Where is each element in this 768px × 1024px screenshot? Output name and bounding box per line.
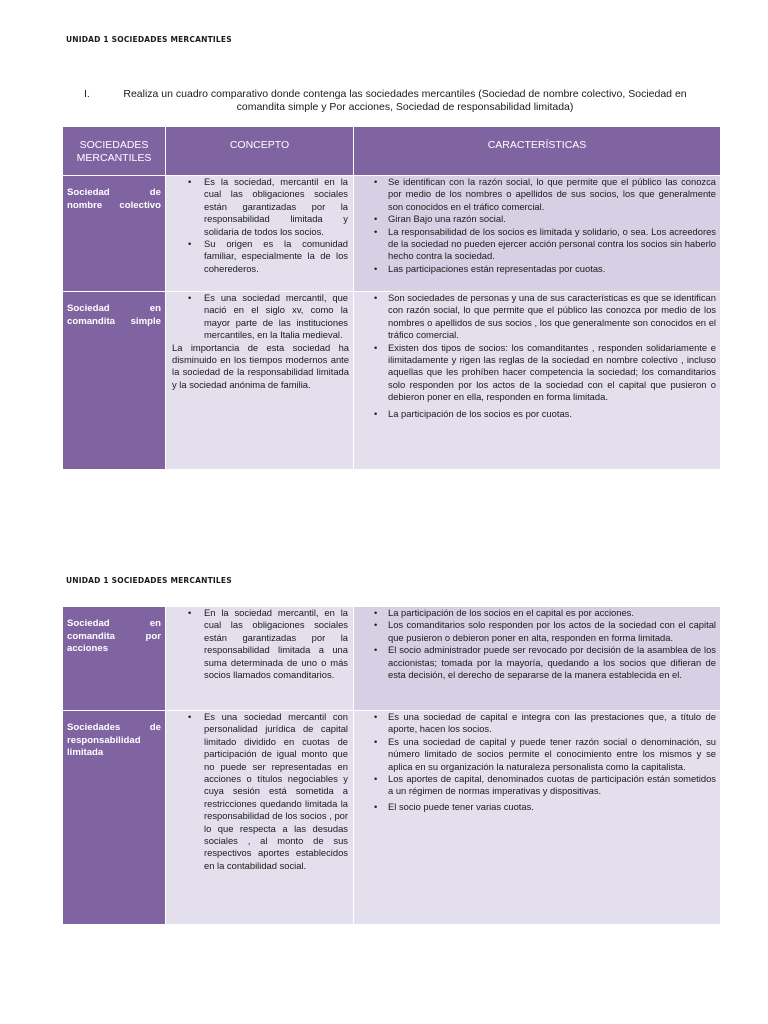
characteristics-cell <box>354 292 721 470</box>
characteristics-cell <box>354 176 721 292</box>
row-label: Sociedades de responsabilidad limitada <box>63 711 166 925</box>
characteristics-list <box>354 292 720 420</box>
table-row <box>63 607 721 711</box>
table-row <box>63 711 721 925</box>
list-item: • El socio puede tener varias cuotas. <box>354 801 720 813</box>
page-header: UNIDAD 1 SOCIEDADES MERCANTILES <box>66 35 232 44</box>
comparison-table-1 <box>62 126 721 470</box>
concept-cell <box>166 292 354 470</box>
comparison-table-2 <box>62 606 721 925</box>
list-item: • Es la sociedad, mercantil en la cual las obligaciones sociales están garantizadas por la responsabilidad limitada y solidaria de todos los socios. <box>166 176 353 238</box>
list-item: • Es una sociedad de capital e integra con las prestaciones que, a título de aporte, hacen los socios. <box>354 711 720 736</box>
characteristics-cell <box>354 607 721 711</box>
list-item: • Es una sociedad mercantil, que nació en el siglo xv, como la mayor parte de las instituciones mercantiles, en la Italia medieval. <box>166 292 353 342</box>
concept-paragraph: La importancia de esta sociedad ha disminuido en los tiempos modernos ante la sociedad de la responsabilidad limitada y la sociedad anónima de familia. <box>172 341 349 390</box>
column-header-sociedades: SOCIEDADES MERCANTILES <box>63 127 166 176</box>
row-label: Sociedad en comandita simple <box>63 292 166 470</box>
concept-cell <box>166 711 354 925</box>
list-item: • Su origen es la comunidad familiar, especialmente la de los coherederos. <box>166 238 353 275</box>
list-item: • Se identifican con la razón social, lo que permite que el público las conozca por medio de los nombres o apellidos de sus socios, los que generalmente son conocidos en el tráfico comercial. <box>354 176 720 213</box>
list-item: • Las participaciones están representadas por cuotas. <box>354 263 720 275</box>
column-header-concepto: CONCEPTO <box>166 127 354 176</box>
instruction-text: Realiza un cuadro comparativo donde contenga las sociedades mercantiles (Sociedad de nombre colectivo, Sociedad en comandita simple y Por acciones, Sociedad de responsabilidad limitada) <box>123 88 687 113</box>
characteristics-cell <box>354 711 721 925</box>
concept-list <box>166 711 353 872</box>
concept-cell <box>166 176 354 292</box>
instruction-number: I. <box>84 88 90 100</box>
characteristics-list <box>354 607 720 681</box>
table-row <box>63 292 721 470</box>
list-item: • Es una sociedad mercantil con personalidad jurídica de capital limitado dividido en cuotas de participación de igual monto que no puede ser representadas en acciones o títulos negociables y cuya sesión está sometida a restricciones quedando limitada la responsabilidad de los socios , por lo que respecta a las desudas sociales , al monto de sus respectivos aportes establecidos en la contabilidad social. <box>166 711 353 872</box>
list-item: • Son sociedades de personas y una de sus características es que se identifican con razón social, lo que permite que el público las conozca por medio de los nombres o apellidos de sus socios , los que generalmente son conocidos en el tráfico comercial. <box>354 292 720 342</box>
characteristics-list <box>354 176 720 275</box>
list-item: • En la sociedad mercantil, en la cual las obligaciones sociales están garantizadas por la responsabilidad limitada a una suma determinada de uno o más socios llamados comanditarios. <box>166 607 353 681</box>
row-label: Sociedad en comandita por acciones <box>63 607 166 711</box>
concept-list <box>166 607 353 681</box>
instruction <box>84 88 704 114</box>
list-item: • Giran Bajo una razón social. <box>354 213 720 225</box>
list-item: • Los aportes de capital, denominados cuotas de participación están sometidos a un régimen de normas imperativas y dispositivas. <box>354 773 720 798</box>
list-item: • La participación de los socios en el capital es por acciones. <box>354 607 720 619</box>
list-item: • El socio administrador puede ser revocado por decisión de la asamblea de los accionistas; tomada por la mayoría, quedando a los socios que difieran de esta decisión, el derecho de separarse de la manera establecida en el. <box>354 644 720 681</box>
list-item: • Existen dos tipos de socios: los comanditantes , responden solidariamente e ilimitadamente y rigen las reglas de la sociedad en nombre colectivo , incluso aquellas que les prohíben hacer competencia la sociedad; los comanditarios solo responden por los actos de la sociedad con el capital que pusieron o debieron poner en ella, responden en forma limitada. <box>354 342 720 404</box>
page-header: UNIDAD 1 SOCIEDADES MERCANTILES <box>66 576 232 585</box>
table-header-row <box>63 127 721 176</box>
list-item: • La responsabilidad de los socios es limitada y solidario, o sea. Los acreedores de la sociedad no pueden ejercer acción personal contra los socios sin haberlo hecho contra la sociedad. <box>354 226 720 263</box>
list-item: • Es una sociedad de capital y puede tener razón social o denominación, su número limitado de socios permite el conocimiento entre los mismos y se aplica en su organización la naturaleza personalista como la capitalista. <box>354 736 720 773</box>
column-header-caracteristicas: CARACTERÍSTICAS <box>354 127 721 176</box>
list-item: • Los comanditarios solo responden por los actos de la sociedad con el capital que pusieron o debieron poner en alta, responden en forma limitada. <box>354 619 720 644</box>
concept-list <box>166 176 353 275</box>
row-label: Sociedad de nombre colectivo <box>63 176 166 292</box>
characteristics-list <box>354 711 720 813</box>
concept-cell <box>166 607 354 711</box>
list-item: • La participación de los socios es por cuotas. <box>354 408 720 420</box>
concept-list <box>166 292 353 342</box>
table-row <box>63 176 721 292</box>
